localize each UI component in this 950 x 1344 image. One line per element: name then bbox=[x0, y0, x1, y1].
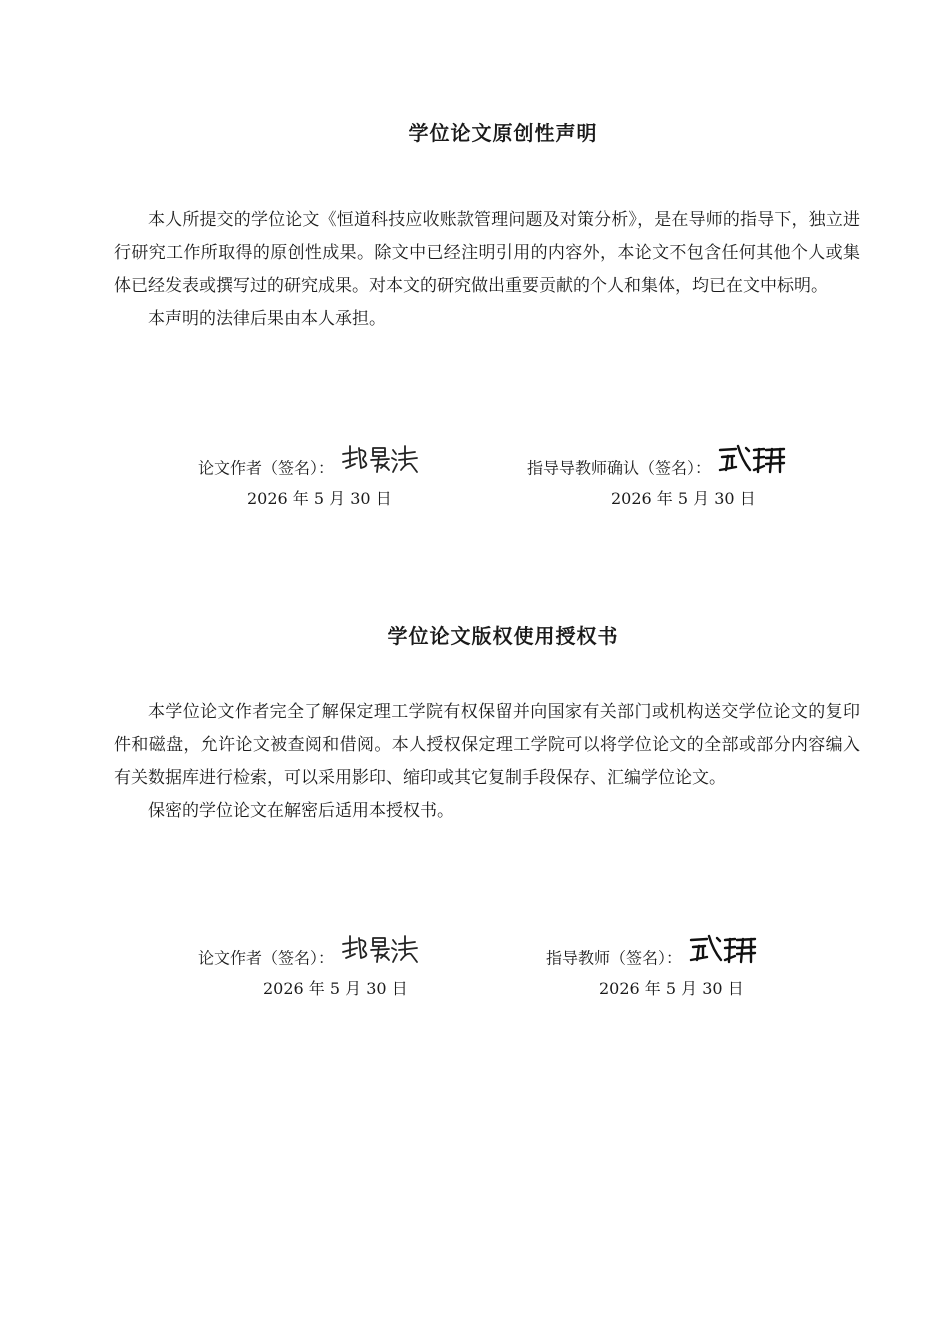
declaration-author-date: 2026 年 5 月 30 日 bbox=[247, 489, 392, 508]
authorization-title: 学位论文版权使用授权书 bbox=[387, 624, 619, 648]
authorization-paragraph: 保密的学位论文在解密后适用本授权书。 bbox=[148, 801, 454, 821]
declaration-title: 学位论文原创性声明 bbox=[408, 121, 598, 145]
declaration-body bbox=[114, 204, 860, 336]
author-signature-label: 论文作者（签名）： bbox=[198, 458, 335, 478]
declaration-paragraph: 本人所提交的学位论文《恒道科技应收账款管理问题及对策分析》，是在导师的指导下，独立进行研究工作所取得的原创性成果。除文中已经注明引用的内容外，本论文不包含任何其他个人或集体已经发表或撰写过的研究成果。对本文的研究做出重要贡献的个人和集体，均已在文中标明。 bbox=[114, 210, 860, 296]
declaration-author-signature-line bbox=[198, 450, 421, 488]
advisor-handwritten-signature bbox=[687, 932, 759, 970]
authorization-paragraph: 本学位论文作者完全了解保定理工学院有权保留并向国家有关部门或机构送交学位论文的复印件和磁盘，允许论文被查阅和借阅。本人授权保定理工学院可以将学位论文的全部或部分内容编入有关数据库进行检索，可以采用影印、缩印或其它复制手段保存、汇编学位论文。 bbox=[114, 702, 860, 788]
advisor-handwritten-signature bbox=[716, 442, 788, 480]
author-handwritten-signature bbox=[339, 442, 421, 480]
author-handwritten-signature bbox=[339, 932, 421, 970]
authorization-author-date: 2026 年 5 月 30 日 bbox=[263, 979, 408, 998]
advisor-signature-label: 指导导教师确认（签名）： bbox=[527, 458, 712, 478]
authorization-author-signature-line bbox=[198, 940, 421, 978]
authorization-advisor-signature-line bbox=[546, 940, 759, 978]
author-signature-label: 论文作者（签名）： bbox=[198, 948, 335, 968]
declaration-advisor-date: 2026 年 5 月 30 日 bbox=[611, 489, 756, 508]
declaration-paragraph: 本声明的法律后果由本人承担。 bbox=[148, 309, 386, 329]
authorization-advisor-date: 2026 年 5 月 30 日 bbox=[599, 979, 744, 998]
declaration-advisor-signature-line bbox=[527, 450, 788, 488]
authorization-body bbox=[114, 696, 860, 828]
advisor-signature-label: 指导教师（签名）： bbox=[546, 948, 683, 968]
